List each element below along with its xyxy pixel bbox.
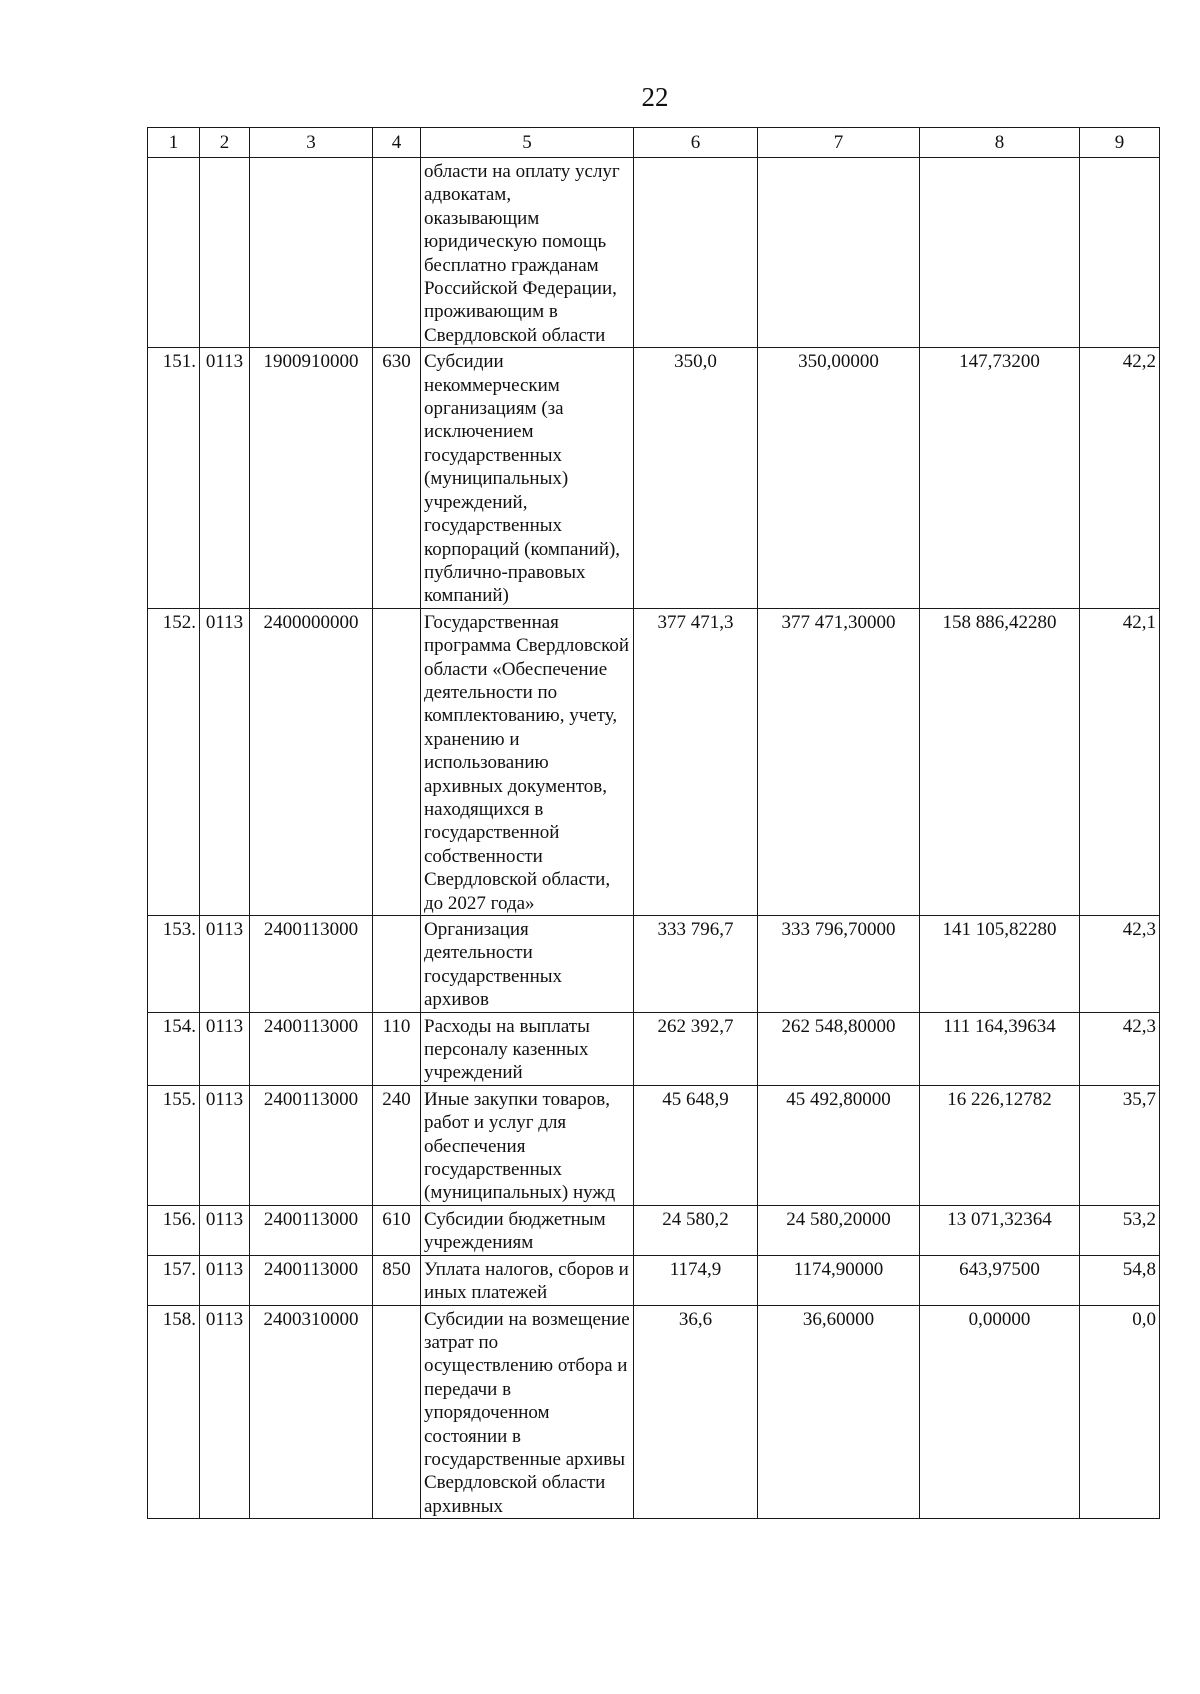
table-row <box>148 1255 1160 1305</box>
expense-type-code: 610 <box>373 1205 421 1255</box>
table-row <box>148 1205 1160 1255</box>
section-code <box>200 158 250 348</box>
executed-amount: 111 164,39634 <box>920 1012 1080 1085</box>
row-number: 152. <box>148 608 200 915</box>
execution-percent: 0,0 <box>1080 1305 1160 1519</box>
column-header: 7 <box>758 128 920 158</box>
table-row <box>148 158 1160 348</box>
updated-amount: 24 580,20000 <box>758 1205 920 1255</box>
updated-amount: 262 548,80000 <box>758 1012 920 1085</box>
execution-percent <box>1080 158 1160 348</box>
section-code: 0113 <box>200 608 250 915</box>
plan-amount: 350,0 <box>634 348 758 608</box>
plan-amount: 36,6 <box>634 1305 758 1519</box>
table-row <box>148 916 1160 1013</box>
page-number: 22 <box>641 82 669 112</box>
row-number: 151. <box>148 348 200 608</box>
expense-type-code: 240 <box>373 1085 421 1205</box>
table-row <box>148 1085 1160 1205</box>
item-name: Уплата налогов, сборов и иных платежей <box>421 1255 634 1305</box>
table-row <box>148 1012 1160 1085</box>
expense-type-code: 110 <box>373 1012 421 1085</box>
item-name: Субсидии некоммерческим организациям (за исключением государственных (муниципальных) учреждений, государственных корпораций (компаний), публично-правовых компаний) <box>421 348 634 608</box>
updated-amount: 36,60000 <box>758 1305 920 1519</box>
expense-type-code: 630 <box>373 348 421 608</box>
column-header: 9 <box>1080 128 1160 158</box>
updated-amount: 1174,90000 <box>758 1255 920 1305</box>
expense-type-code <box>373 1305 421 1519</box>
target-article-code: 1900910000 <box>250 348 373 608</box>
execution-percent: 42,1 <box>1080 608 1160 915</box>
execution-percent: 42,3 <box>1080 1012 1160 1085</box>
column-header: 6 <box>634 128 758 158</box>
execution-percent: 35,7 <box>1080 1085 1160 1205</box>
column-header: 8 <box>920 128 1080 158</box>
executed-amount: 643,97500 <box>920 1255 1080 1305</box>
item-name: Расходы на выплаты персоналу казенных учреждений <box>421 1012 634 1085</box>
target-article-code <box>250 158 373 348</box>
section-code: 0113 <box>200 1012 250 1085</box>
target-article-code: 2400000000 <box>250 608 373 915</box>
section-code: 0113 <box>200 1205 250 1255</box>
budget-table <box>147 127 1160 1519</box>
expense-type-code <box>373 158 421 348</box>
execution-percent: 54,8 <box>1080 1255 1160 1305</box>
updated-amount: 45 492,80000 <box>758 1085 920 1205</box>
execution-percent: 42,2 <box>1080 348 1160 608</box>
item-name: Субсидии на возмещение затрат по осуществлению отбора и передачи в упорядоченном состоянии в государственные архивы Свердловской области архивных <box>421 1305 634 1519</box>
executed-amount: 13 071,32364 <box>920 1205 1080 1255</box>
execution-percent: 53,2 <box>1080 1205 1160 1255</box>
plan-amount <box>634 158 758 348</box>
expense-type-code <box>373 916 421 1013</box>
table-row <box>148 348 1160 608</box>
execution-percent: 42,3 <box>1080 916 1160 1013</box>
plan-amount: 1174,9 <box>634 1255 758 1305</box>
target-article-code: 2400113000 <box>250 1085 373 1205</box>
target-article-code: 2400113000 <box>250 1205 373 1255</box>
row-number: 158. <box>148 1305 200 1519</box>
column-header: 2 <box>200 128 250 158</box>
executed-amount: 147,73200 <box>920 348 1080 608</box>
target-article-code: 2400113000 <box>250 916 373 1013</box>
section-code: 0113 <box>200 916 250 1013</box>
section-code: 0113 <box>200 1305 250 1519</box>
item-name: Субсидии бюджетным учреждениям <box>421 1205 634 1255</box>
row-number: 154. <box>148 1012 200 1085</box>
row-number: 157. <box>148 1255 200 1305</box>
column-header: 1 <box>148 128 200 158</box>
row-number <box>148 158 200 348</box>
section-code: 0113 <box>200 1255 250 1305</box>
table-row <box>148 1305 1160 1519</box>
item-name: области на оплату услуг адвокатам, оказывающим юридическую помощь бесплатно гражданам Российской Федерации, проживающим в Свердловской области <box>421 158 634 348</box>
plan-amount: 45 648,9 <box>634 1085 758 1205</box>
column-header: 3 <box>250 128 373 158</box>
expense-type-code: 850 <box>373 1255 421 1305</box>
target-article-code: 2400310000 <box>250 1305 373 1519</box>
row-number: 155. <box>148 1085 200 1205</box>
target-article-code: 2400113000 <box>250 1255 373 1305</box>
item-name: Государственная программа Свердловской области «Обеспечение деятельности по комплектованию, учету, хранению и использованию архивных документов, находящихся в государственной собственности Свердловской области, до 2027 года» <box>421 608 634 915</box>
item-name: Иные закупки товаров, работ и услуг для обеспечения государственных (муниципальных) нужд <box>421 1085 634 1205</box>
row-number: 153. <box>148 916 200 1013</box>
section-code: 0113 <box>200 1085 250 1205</box>
item-name: Организация деятельности государственных архивов <box>421 916 634 1013</box>
column-header: 4 <box>373 128 421 158</box>
plan-amount: 262 392,7 <box>634 1012 758 1085</box>
target-article-code: 2400113000 <box>250 1012 373 1085</box>
row-number: 156. <box>148 1205 200 1255</box>
updated-amount: 333 796,70000 <box>758 916 920 1013</box>
plan-amount: 333 796,7 <box>634 916 758 1013</box>
updated-amount <box>758 158 920 348</box>
executed-amount <box>920 158 1080 348</box>
column-header: 5 <box>421 128 634 158</box>
header-row <box>148 128 1160 158</box>
section-code: 0113 <box>200 348 250 608</box>
executed-amount: 141 105,82280 <box>920 916 1080 1013</box>
plan-amount: 377 471,3 <box>634 608 758 915</box>
updated-amount: 377 471,30000 <box>758 608 920 915</box>
expense-type-code <box>373 608 421 915</box>
executed-amount: 158 886,42280 <box>920 608 1080 915</box>
plan-amount: 24 580,2 <box>634 1205 758 1255</box>
updated-amount: 350,00000 <box>758 348 920 608</box>
executed-amount: 0,00000 <box>920 1305 1080 1519</box>
table-row <box>148 608 1160 915</box>
executed-amount: 16 226,12782 <box>920 1085 1080 1205</box>
